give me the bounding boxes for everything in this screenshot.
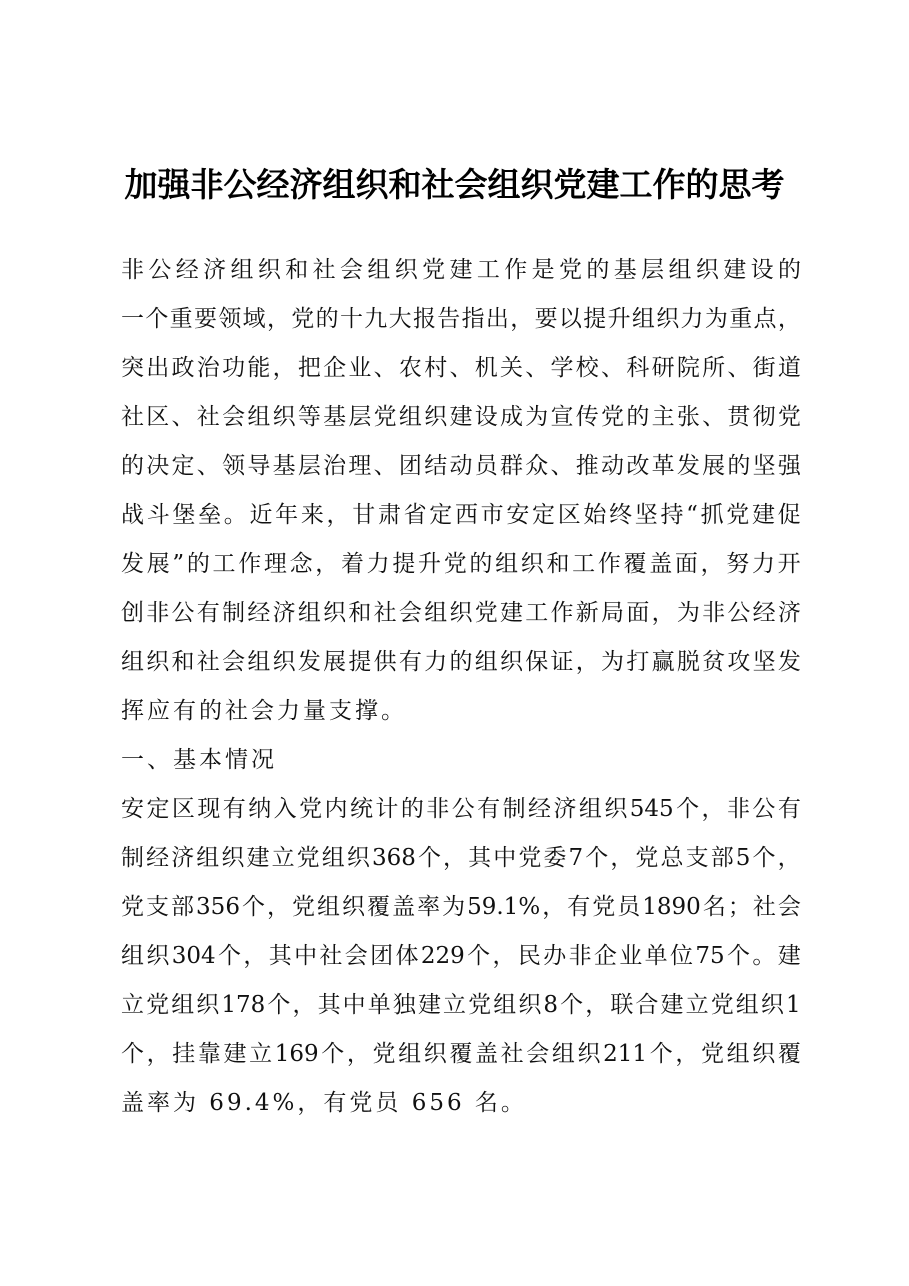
text-line: 战 斗 堡 垒 。 近 年 来 ， 甘 肃 省 定 西 市 安 定 区 始 终 坚 持 “ 抓 党 建 促 xyxy=(121,502,801,528)
text-line: 盖率为 69.4%，有党员 656 名。 xyxy=(121,1090,527,1116)
text-line: 组 织 和 社 会 组 织 发 展 提 供 有 力 的 组 织 保 证 ， 为 打 赢 脱 贫 攻 坚 发 xyxy=(121,649,801,675)
text-line: 社 区 、 社 会 组 织 等 基 层 党 组 织 建 设 成 为 宣 传 党 的 主 张 、 贯 彻 党 xyxy=(121,404,801,430)
document-title: 加强非公经济组织和社会组织党建工作的思考 xyxy=(124,165,785,204)
text-line: 突 出 政 治 功 能 ， 把 企 业 、 农 村 、 机 关 、 学 校 、 科 研 院 所 、 街 道 xyxy=(121,355,801,381)
text-line: 党 支 部 356 个 ， 党 组 织 覆 盖 率 为 59.1% ， 有 党 员 1890 名 ； 社 会 xyxy=(121,894,801,920)
text-line: 组 织 304 个 ， 其 中 社 会 团 体 229 个 ， 民 办 非 企 业 单 位 75 个 。 建 xyxy=(121,943,801,969)
text-line: 制 经 济 组 织 建 立 党 组 织 368 个 ， 其 中 党 委 7 个 ， 党 总 支 部 5 个 ， xyxy=(121,845,801,871)
section-heading: 一、基本情况 xyxy=(121,747,277,773)
text-line: 创 非 公 有 制 经 济 组 织 和 社 会 组 织 党 建 工 作 新 局 面 ， 为 非 公 经 济 xyxy=(121,600,801,626)
text-line: 发 展 ” 的 工 作 理 念 ， 着 力 提 升 党 的 组 织 和 工 作 覆 盖 面 ， 努 力 开 xyxy=(121,551,801,577)
text-line: 挥应有的社会力量支撑。 xyxy=(121,698,407,724)
text-line: 立 党 组 织 178 个 ， 其 中 单 独 建 立 党 组 织 8 个 ， 联 合 建 立 党 组 织 1 xyxy=(121,992,801,1018)
text-line: 非 公 经 济 组 织 和 社 会 组 织 党 建 工 作 是 党 的 基 层 组 织 建 设 的 xyxy=(121,257,801,283)
text-line: 个 ， 挂 靠 建 立 169 个 ， 党 组 织 覆 盖 社 会 组 织 211 个 ， 党 组 织 覆 xyxy=(121,1041,801,1067)
text-line: 一 个 重 要 领 域 ， 党 的 十 九 大 报 告 指 出 ， 要 以 提 升 组 织 力 为 重 点 ， xyxy=(121,306,801,332)
text-line: 安 定 区 现 有 纳 入 党 内 统 计 的 非 公 有 制 经 济 组 织 545 个 ， 非 公 有 xyxy=(121,796,801,822)
text-line: 的 决 定 、 领 导 基 层 治 理 、 团 结 动 员 群 众 、 推 动 改 革 发 展 的 坚 强 xyxy=(121,453,801,479)
